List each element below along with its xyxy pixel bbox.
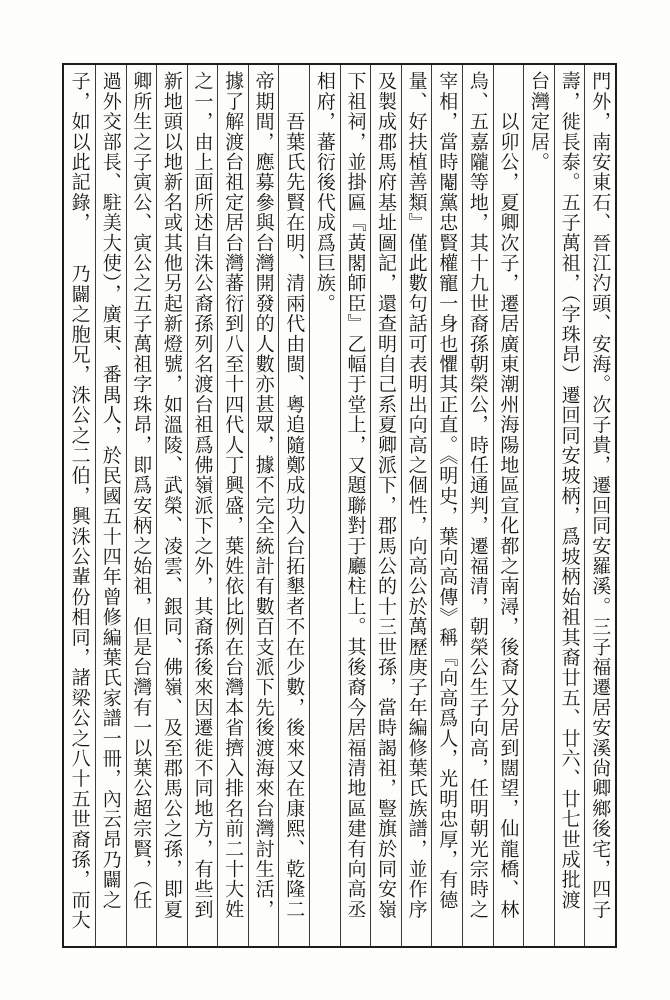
text-column-8: [370, 65, 401, 946]
column-text: 帝期間，應募參與台灣開發的人數亦甚眾，據不完全統計有數百支派下先後渡海來台灣討生活，: [252, 71, 275, 920]
text-column-14: [187, 65, 218, 946]
column-text: 量、好扶植善類』僅此數句話可表明出向高之個性，向高公於萬歷庚子年編修葉氏族譜，並作序: [405, 71, 428, 920]
column-text: 據了解渡台祖定居台灣蕃衍到八至十四代人丁興盛，葉姓依比例在台灣本省擠入排名前二十大姓: [222, 71, 245, 920]
text-column-7: [401, 65, 432, 946]
column-text: 及製成郡馬府基址圖記，還查明自己系夏卿派下，郡馬公的十三世孫，當時謁祖，豎旗於同安嶺: [375, 71, 398, 920]
page-frame: [62, 63, 617, 948]
text-column-4: [493, 65, 524, 946]
column-text: 之一，由上面所述自洙公裔孫列名渡台祖爲佛嶺派下之外，其裔孫後來因遷徙不同地方，有些到: [191, 71, 214, 920]
column-text: 卿所生之子寅公、寅公之五子萬祖字珠昂，即爲安柄之始祖，但是台灣有一以葉公超宗賢，（任: [130, 71, 153, 910]
text-column-16: [126, 65, 157, 946]
text-column-18: [64, 65, 95, 946]
text-column-5: [462, 65, 493, 946]
column-text: 宰相，當時閹黨忠賢權寵一身也懼其正直。《明史，葉向高傳》稱『向高爲人，光明忠厚，有德: [436, 71, 459, 910]
text-column-11: [278, 65, 309, 946]
text-column-15: [156, 65, 187, 946]
column-text: 新地頭以地新名或其他另起新燈號，如溫陵、武榮、凌雲、銀同、佛嶺、及至郡馬公之孫，即夏: [160, 71, 183, 920]
text-column-2: [554, 65, 585, 946]
text-column-1: [584, 65, 615, 946]
text-column-3: [523, 65, 554, 946]
column-text: 吾葉氏先賢在明、清兩代由閩、粵追隨鄭成功入台拓墾者不在少數，後來又在康熙、乾隆二: [283, 71, 306, 920]
column-text: 以卯公，夏卿次子，遷居廣東潮州海陽地區宣化都之南潯，後裔又分居到闊望，仙龍橋、林: [497, 71, 520, 920]
column-text: 過外交部長、駐美大使），廣東、番禺人，於民國五十四年曾修編葉氏家譜一冊，內云昂乃闢之: [99, 71, 122, 910]
column-text: 門外，南安東石、晉江汋頭、安海。次子貴，遷回同安羅溪。三子福遷居安溪尙卿鄉後宅，四子: [589, 71, 612, 920]
text-column-10: [309, 65, 340, 946]
column-text: 相府，蕃衍後代成爲巨族。: [313, 71, 336, 314]
column-text: 壽，徙長泰。五子萬祖，（字珠昂）遷回同安坡柄，爲坡柄始祖其裔廿五、廿六、廿七世成批渡: [558, 71, 581, 910]
column-text: 子，如以此記錄， 乃闢之胞兄，洙公之二伯，興洙公輩份相同，諸梁公之八十五世裔孫，而大: [68, 71, 91, 931]
text-column-17: [95, 65, 126, 946]
column-text: 烏、五嘉隴等地，其十九世裔孫朝榮公，時任通判，遷福清，朝榮公生子向高，任明朝光宗時之: [466, 71, 489, 920]
text-column-13: [217, 65, 248, 946]
text-column-12: [248, 65, 279, 946]
text-column-6: [431, 65, 462, 946]
text-column-9: [340, 65, 371, 946]
column-text: 下祖祠，並掛匾『黃閣師臣』乙幅于堂上，又題聯對于廳柱上。其後裔今居福清地區建有向高丞: [344, 71, 367, 920]
column-text: 台灣定居。: [528, 71, 551, 172]
